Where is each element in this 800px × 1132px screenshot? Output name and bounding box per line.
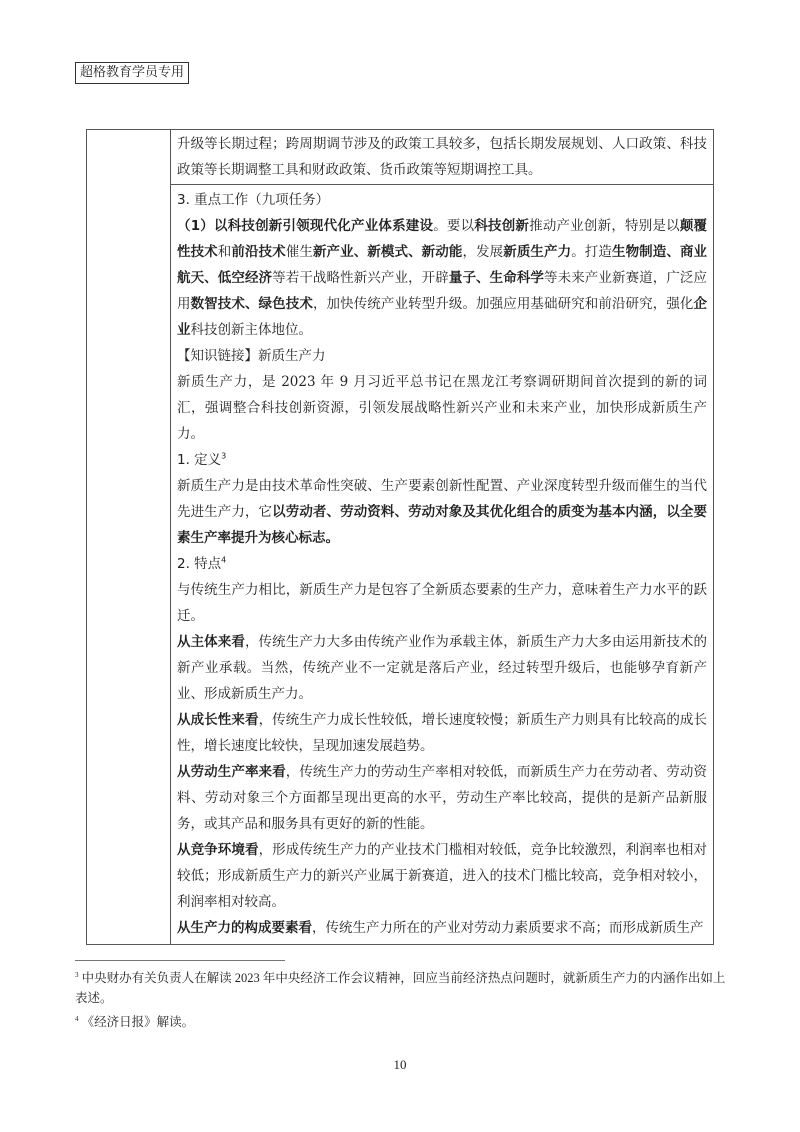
- watermark-stamp: 超格教育学员专用: [75, 62, 189, 84]
- text-run: 新质生产力是由技术革命性突破、生产要素创新性配置、产业深度转型升级而催生的当代先进生产力，它: [177, 478, 707, 520]
- footnote-ref-3: 3: [221, 451, 227, 461]
- text-run: 等未来产业新赛道，广泛应用: [177, 270, 708, 312]
- feature-growth: [171, 707, 713, 759]
- text-run: 科技创新主体地位。: [190, 322, 312, 338]
- text-run: ，传统生产力的劳动生产率相对较低，而新质生产力在劳动者、劳动资料、劳动对象三个方面都呈现出更高的水平，劳动生产率比较高，提供的是新产品新服务，或其产品和服务具有更好的新的性能。: [177, 764, 708, 832]
- knowledge-link-title: 【知识链接】新质生产力: [177, 348, 326, 364]
- footnote-number: 4: [75, 1014, 79, 1023]
- text-run: 推动产业创新，特别是以: [529, 218, 680, 234]
- text-run: ，传统生产力成长性较低，增长速度较慢；新质生产力则具有比较高的成长性，增长速度比较快，呈现加速发展趋势。: [177, 712, 708, 754]
- table-row-main: [171, 185, 713, 944]
- footnote-ref-4: 4: [221, 555, 227, 565]
- bold-run: 企业: [177, 296, 708, 338]
- bold-run: 从生产力的构成要素看: [177, 920, 312, 936]
- bold-run: 新质生产力: [503, 244, 572, 260]
- bold-run: 从竞争环境看: [177, 842, 259, 858]
- task-1-lead: （1）以科技创新引领现代化产业体系建设: [177, 218, 434, 234]
- footnote-4: [75, 1012, 735, 1032]
- text-run: 。打造: [571, 244, 612, 260]
- task-1-paragraph: [171, 213, 713, 343]
- bold-run: 生物制造、商业航天、低空经济: [177, 244, 708, 286]
- footnote-3: [75, 968, 735, 1008]
- content-table: [86, 129, 714, 945]
- bold-run: 科技创新: [474, 218, 530, 234]
- text-run: ，传统生产力大多由传统产业作为承载主体，新质生产力大多由运用新技术的新产业承载。当然，传统产业不一定就是落后产业，经过转型升级后，也能够孕育新产业、形成新质生产力。: [177, 634, 708, 702]
- bold-run: 前沿技术: [231, 244, 286, 260]
- features-heading: [171, 551, 713, 577]
- footnote-number: 3: [75, 970, 79, 979]
- text-run: ，形成传统生产力的产业技术门槛相对较低，竞争比较激烈，利润率也相对较低；形成新质生产力的新兴产业属于新赛道，进入的技术门槛比较高，竞争相对较小，利润率相对较高。: [177, 842, 708, 910]
- text-run: ，发展: [462, 244, 504, 260]
- bold-run: 数智技术、绿色技术: [190, 296, 313, 312]
- table-row-top: [171, 130, 713, 185]
- footnote-divider: [75, 960, 285, 961]
- section-title: 3. 重点工作（九项任务）: [177, 192, 330, 208]
- feature-productivity: [171, 759, 713, 837]
- table-left-column: [87, 130, 171, 944]
- text-run: ，传统生产力所在的产业对劳动力素质要求不高；而形成新质生产: [312, 920, 704, 936]
- definition-heading: [171, 447, 713, 473]
- bold-run: 从成长性来看: [177, 712, 259, 728]
- bold-run: 新产业、新模式、新动能: [312, 244, 463, 260]
- text-run: 和: [217, 244, 232, 260]
- top-cell-text: 升级等长期过程；跨周期调节涉及的政策工具较多，包括长期发展规划、人口政策、科技政策等长期调整工具和财政政策、货币政策等短期调控工具。: [177, 136, 707, 178]
- bold-run: 以劳动者、劳动资料、劳动对象及其优化组合的质变为基本内涵，以全要素生产率提升为核心标志。: [177, 504, 708, 546]
- footnote-text: 中央财办有关负责人在解读 2023 年中央经济工作会议精神，回应当前经济热点问题时，就新质生产力的内涵作出如上表述。: [75, 971, 726, 1005]
- text-run: 等若干战略性新兴产业，开辟: [272, 270, 449, 286]
- bold-run: 量子、生命科学: [448, 270, 545, 286]
- knowledge-intro: 新质生产力，是 2023 年 9 月习近平总书记在黑龙江考察调研期间首次提到的新的词汇，强调整合科技创新资源，引领发展战略性新兴产业和未来产业，加快形成新质生产力。: [177, 374, 707, 442]
- text-run: 。要以: [433, 218, 475, 234]
- footnote-text: 《经济日报》解读。: [81, 1015, 195, 1029]
- text-run: ，加快传统产业转型升级。加强应用基础研究和前沿研究，强化: [312, 296, 694, 312]
- features-intro: 与传统生产力相比，新质生产力是包容了全新质态要素的生产力，意味着生产力水平的跃迁。: [177, 582, 707, 624]
- bold-run: 从主体来看: [177, 634, 245, 650]
- feature-subject: [171, 629, 713, 707]
- bold-run: 颠覆性技术: [177, 218, 708, 260]
- text-run: 催生: [285, 244, 313, 260]
- definition-text: [171, 473, 713, 551]
- feature-competition: [171, 837, 713, 915]
- features-title: 2. 特点: [177, 556, 222, 572]
- definition-title: 1. 定义: [177, 452, 222, 468]
- bold-run: 从劳动生产率来看: [177, 764, 286, 780]
- feature-elements: [171, 915, 713, 941]
- page-number: 10: [393, 1057, 407, 1072]
